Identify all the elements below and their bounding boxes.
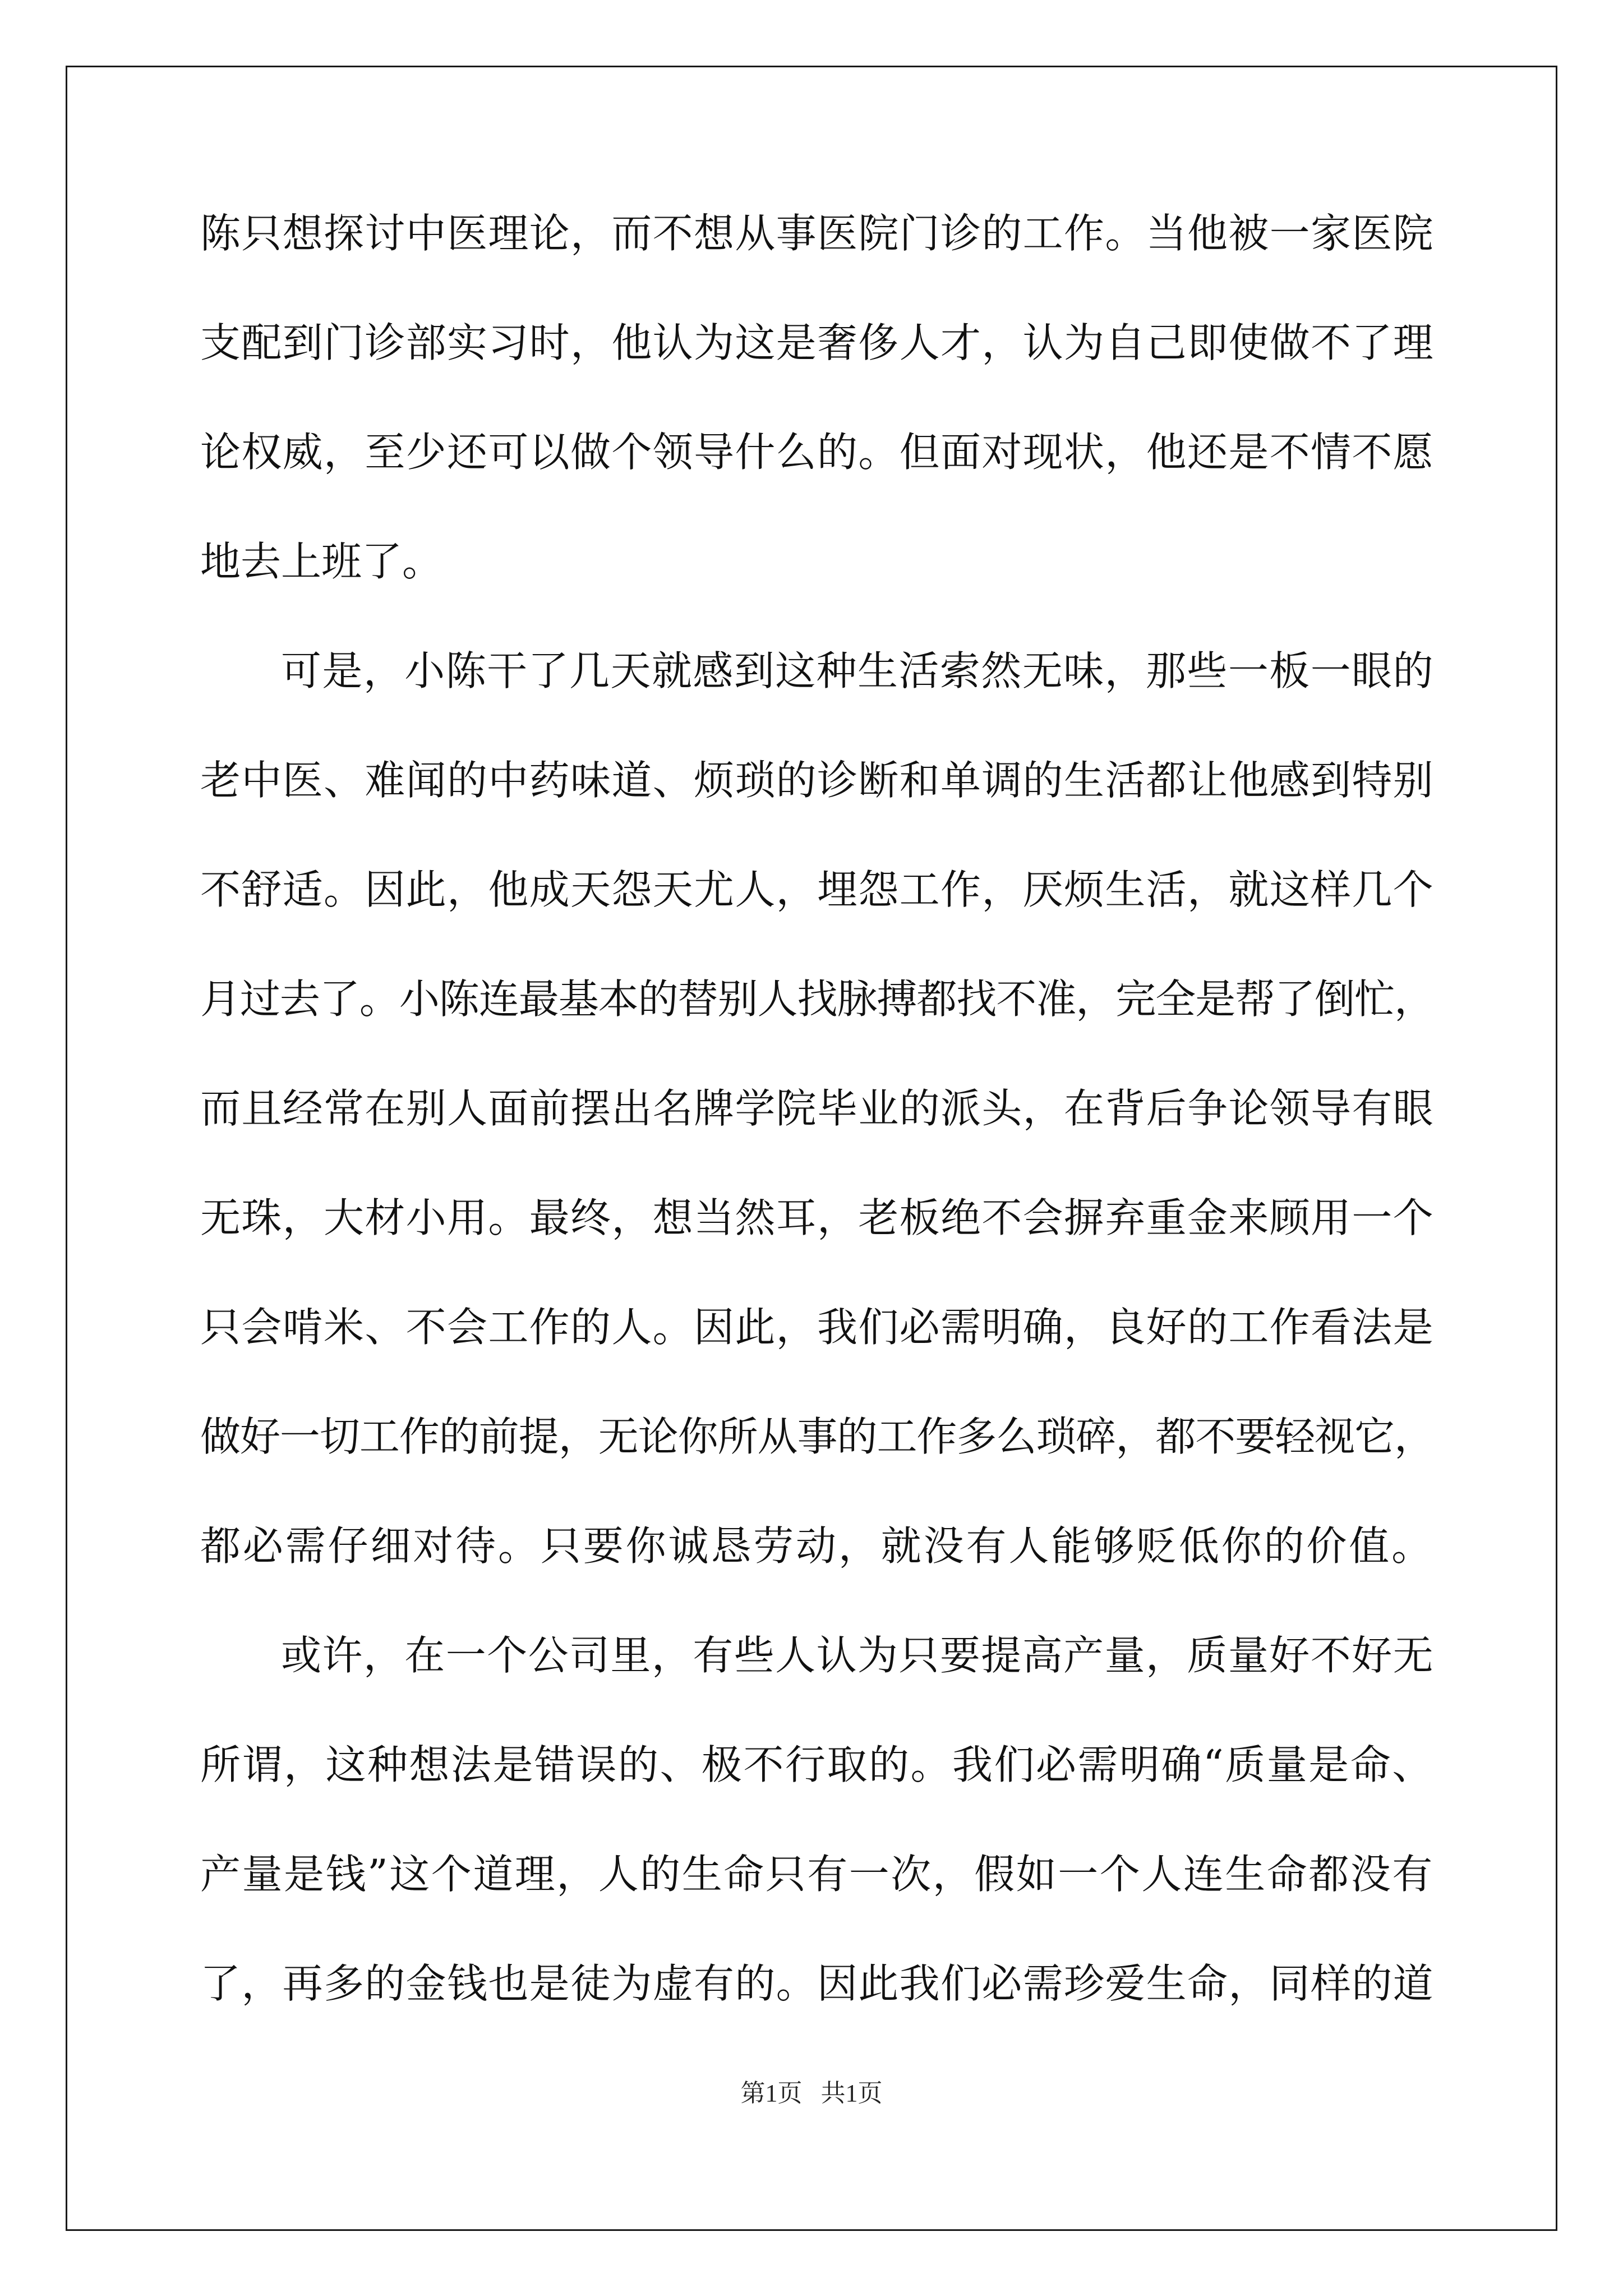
text-line: 做好一切工作的前提，无论你所从事的工作多么琐碎，都不要轻视它， [200,1413,1435,1460]
paragraph-first-line: 可是，小陈干了几天就感到这种生活索然无味，那些一板一眼的 [281,647,1435,694]
text-line: 不舒适。因此，他成天怨天尤人，埋怨工作，厌烦生活，就这样几个 [200,866,1435,913]
text-line: 产量是钱”这个道理，人的生命只有一次，假如一个人连生命都没有 [200,1851,1434,1898]
text-line: 而且经常在别人面前摆出名牌学院毕业的派头，在背后争论领导有眼 [200,1085,1435,1132]
text-line: 了，再多的金钱也是徒为虚有的。因此我们必需珍爱生命，同样的道 [200,1960,1435,2007]
page-number-footer: 第1页 共1页 [740,2079,883,2107]
page-border [66,66,1557,2231]
text-line: 地去上班了。 [200,538,443,585]
text-line: 只会啃米、不会工作的人。因此，我们必需明确，良好的工作看法是 [200,1304,1435,1351]
text-line: 论权威，至少还可以做个领导什么的。但面对现状，他还是不情不愿 [200,429,1435,476]
text-line: 都必需仔细对待。只要你诚恳劳动，就没有人能够贬低你的价值。 [200,1522,1435,1570]
text-line: 支配到门诊部实习时，他认为这是奢侈人才，认为自己即使做不了理 [200,319,1435,366]
paragraph-first-line: 或许，在一个公司里，有些人认为只要提高产量，质量好不好无 [281,1632,1435,1679]
text-line: 老中医、难闻的中药味道、烦琐的诊断和单调的生活都让他感到特别 [200,757,1435,804]
text-line: 陈只想探讨中医理论，而不想从事医院门诊的工作。当他被一家医院 [200,210,1435,257]
text-line: 所谓，这种想法是错误的、极不行取的。我们必需明确“质量是命、 [200,1741,1434,1788]
text-line: 无珠，大材小用。最终，想当然耳，老板绝不会摒弃重金来顾用一个 [200,1194,1435,1241]
text-line: 月过去了。小陈连最基本的替别人找脉搏都找不准，完全是帮了倒忙， [200,976,1435,1023]
